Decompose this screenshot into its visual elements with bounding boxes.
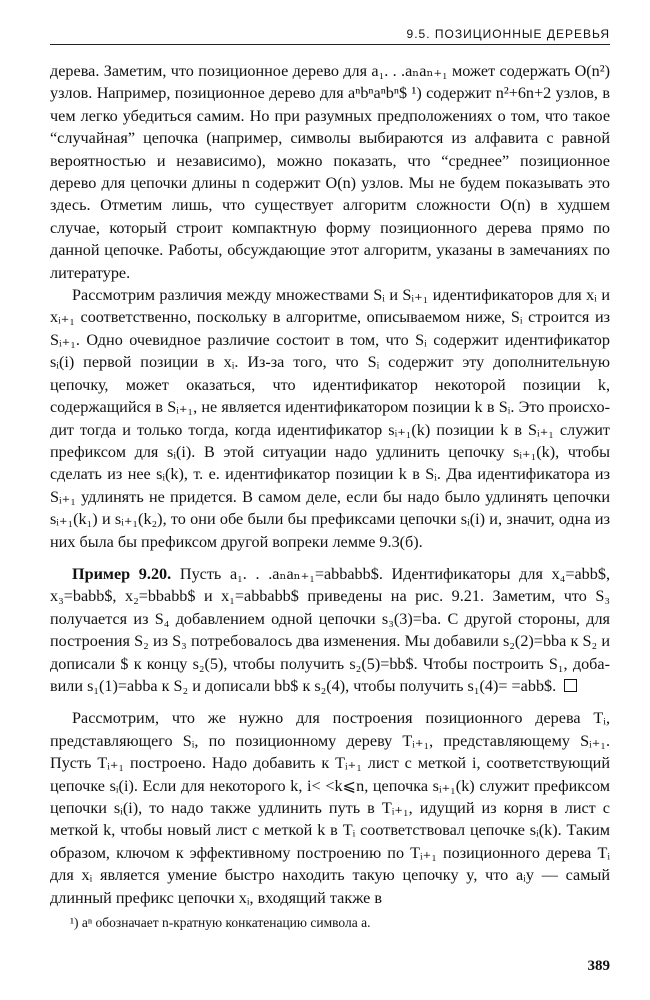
footnote: ¹) aⁿ обозначает n-кратную конкатенацию символа a. <box>70 915 371 930</box>
example-label: Пример 9.20. <box>72 564 172 583</box>
paragraph-1: дерева. Заметим, что позиционное дерево для a₁. . .aₙaₙ₊₁ может содержать O(n²) узлов. Например, позиционное дерево для aⁿbⁿaⁿbⁿ$ ¹) содержит n²+6n+2 узлов, в чем легко убедиться самим. Но при разумных предположениях о том, что такое “случайная” цепочка (например, символы выбираются из алфавита с равной вероятностью и независимо), можно показать, что “среднее” позиционное дерево для цепочки длины n содержит O(n) узлов. Мы не будем показывать это здесь. Отметим лишь, что существует алгоритм сложности O(n) в худшем случае, который строит компактную форму позиционного дерева прямо по данной цепочке. Работы, обсуждающие этот алгоритм, указаны в замечаниях по литературе. <box>50 62 610 282</box>
page-number: 389 <box>587 958 610 974</box>
example-paragraph <box>50 563 610 697</box>
paragraph-2: Рассмотрим различия между множествами Sᵢ и Sᵢ₊₁ идентификаторов для xᵢ и xᵢ₊₁ соответственно, поскольку в алгоритме, описываемом ниже, Sᵢ строится из Sᵢ₊₁. Одно очевидное различие состоит в том, что Sᵢ содержит идентификатор sᵢ(i) первой позиции в xᵢ. Из-за того, что Sᵢ содержит эту дополнительную цепочку, может оказаться, что идентификатор некоторой позиции k, содержащийся в Sᵢ₊₁, не является идентификатором позиции k в Sᵢ. Это происходит тогда и только тогда, когда идентификатор sᵢ₊₁(k) позиции k в Sᵢ₊₁ служит префиксом для sᵢ(i). В этой ситуации надо удлинить цепочку sᵢ₊₁(k), чтобы сделать из нее sᵢ(k), т. е. идентификатор позиции k в Sᵢ. Два идентификатора из Sᵢ₊₁ удлинять не придется. В самом деле, если бы надо было удлинять цепочки sᵢ₊₁(k₁) и sᵢ₊₁(k₂), то они обе были бы префиксами цепочки sᵢ(i) и, значит, одна из них была бы префиксом другой вопреки лемме 9.3(б). <box>50 286 610 551</box>
example-text: Пусть a₁. . .aₙaₙ₊₁=abbabb$. Идентификаторы для x₄=abb$, x₃=babb$, x₂=bbabb$ и x₁=abbabb$ приведены на рис. 9.21. Заметим, что S₃ получается из S₄ добавлением одной цепочки s₃(3)=ba. С другой стороны, для построения S₂ из S₃ потребовалось два изменения. Мы добавили s₂(2)=bba к S₂ и дописали $ к концу s₂(5), чтобы получить s₂(5)=bb$. Чтобы построить S₁, добавили s₁(1)=abba к S₂ и дописали bb$ к s₂(4), чтобы получить s₁(4)= =abb$. <box>50 564 610 695</box>
end-of-proof-icon <box>564 679 577 692</box>
paragraph-3: Рассмотрим, что же нужно для построения позиционного дерева Tᵢ, представляющего Sᵢ, по позиционному дереву Tᵢ₊₁, представляющему Sᵢ₊₁. Пусть Tᵢ₊₁ построено. Надо добавить к Tᵢ₊₁ лист с меткой i, соответствующий цепочке sᵢ(i). Если для некоторого k, i< <k⩽n, цепочка sᵢ₊₁(k) служит префиксом цепочки sᵢ(i), то надо также удлинить путь в Tᵢ₊₁, идущий из корня в лист с меткой k, чтобы новый лист с меткой k в Tᵢ соответствовал цепочке sᵢ(k). Таким образом, ключом к эффективному построению по Tᵢ₊₁ позиционного дерева Tᵢ для xᵢ является умение быстро находить такую цепочку y, что aᵢy — самый длинный префикс цепочки xᵢ, входящий также в <box>50 709 610 907</box>
running-header: 9.5. ПОЗИЦИОННЫЕ ДЕРЕВЬЯ <box>50 27 610 45</box>
main-text <box>50 60 610 909</box>
